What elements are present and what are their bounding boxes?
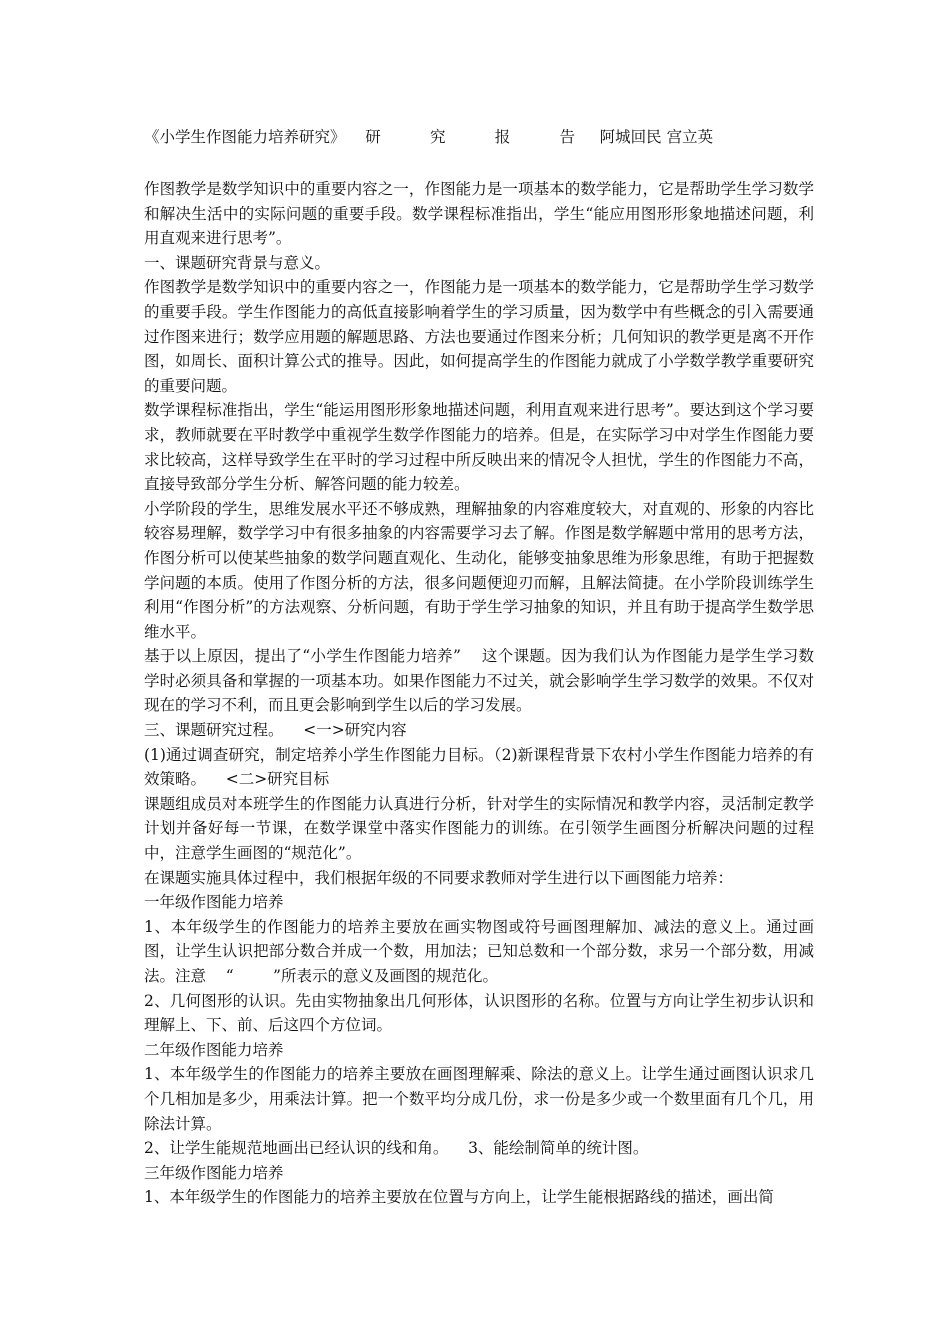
paragraph-grade-two-item-1: 1、本年级学生的作图能力的培养主要放在画图理解乘、除法的意义上。让学生通过画图认识求几个几相加是多少，用乘法计算。把一个数平均分成几份，求一份是多少或一个数里面有几个几，用除法计算。	[144, 1065, 814, 1133]
paragraph-intro: 作图教学是数学知识中的重要内容之一，作图能力是一项基本的数学能力，它是帮助学生学习数学和解决生活中的实际问题的重要手段。数学课程标准指出，学生“能应用图形形象地描述问题，利用直观来进行思考”。	[144, 180, 814, 248]
subheading-grade-three: 三年级作图能力培养	[144, 1163, 284, 1182]
paragraph-grade-one-item-2: 2、几何图形的认识。先由实物抽象出几何形体，认识图形的名称。位置与方向让学生初步认识和理解上、下、前、后这四个方位词。	[144, 991, 814, 1035]
subheading-grade-two: 二年级作图能力培养	[144, 1040, 284, 1059]
section-heading-process: 三、课题研究过程。 <一>研究内容	[144, 721, 407, 740]
paragraph-research-goal: 课题组成员对本班学生的作图能力认真进行分析，针对学生的实际情况和教学内容，灵活制定教学计划并备好每一节课，在数学课堂中落实作图能力的训练。在引领学生画图分析解决问题的过程中，注意学生画图的“规范化”。	[144, 794, 814, 863]
paragraph-grade-two-item-2: 2、让学生能规范地画出已经认识的线和角。 3、能绘制简单的统计图。	[144, 1139, 649, 1158]
paragraph-background: 作图教学是数学知识中的重要内容之一，作图能力是一项基本的数学能力，它是帮助学生学习数学的重要手段。学生作图能力的高低直接影响着学生的学习质量，因为数学中有些概念的引入需要通过作图来进行；数学应用题的解题思路、方法也要通过作图来分析；几何知识的教学更是离不开作图，如周长、面积计算公式的推导。因此，如何提高学生的作图能力就成了小学数学教学重要研究的重要问题。	[144, 278, 814, 395]
paragraph-primary-stage: 小学阶段的学生，思维发展水平还不够成熟，理解抽象的内容难度较大，对直观的、形象的内容比较容易理解，数学学习中有很多抽象的内容需要学习去了解。作图是数学解题中常用的思考方法，作图分析可以使某些抽象的数学问题直观化、生动化，能够变抽象思维为形象思维，有助于把握数学问题的本质。使用了作图分析的方法，很多问题便迎刃而解，且解法简捷。在小学阶段训练学生利用“作图分析”的方法观察、分析问题，有助于学生学习抽象的知识，并且有助于提高学生数学思维水平。	[144, 499, 814, 641]
paragraph-implementation: 在课题实施具体过程中，我们根据年级的不同要求教师对学生进行以下画图能力培养：	[144, 868, 734, 887]
document-body	[144, 177, 814, 1210]
section-heading-background: 一、课题研究背景与意义。	[144, 253, 331, 272]
paragraph-research-content: (1)通过调查研究，制定培养小学生作图能力目标。（2)新课程背景下农村小学生作图能力培养的有效策略。 <二>研究目标	[144, 745, 814, 789]
paragraph-curriculum-standard: 数学课程标准指出，学生“能运用图形形象地描述问题，利用直观来进行思考”。要达到这个学习要求，教师就要在平时教学中重视学生数学作图能力的培养。但是，在实际学习中对学生作图能力要求比较高，这样导致学生在平时的学习过程中所反映出来的情况令人担忧，学生的作图能力不高，直接导致部分学生分析、解答问题的能力较差。	[144, 401, 814, 494]
paragraph-grade-three-item-1: 1、本年级学生的作图能力的培养主要放在位置与方向上，让学生能根据路线的描述，画出简	[144, 1188, 774, 1207]
paragraph-reason: 基于以上原因，提出了“小学生作图能力培养” 这个课题。因为我们认为作图能力是学生学习数学时必须具备和掌握的一项基本功。如果作图能力不过关，就会影响学生学习数学的效果。不仅对现在的学习不利，而且更会影响到学生以后的学习发展。	[144, 647, 814, 715]
subheading-grade-one: 一年级作图能力培养	[144, 893, 284, 912]
paragraph-grade-one-item-1: 1、本年级学生的作图能力的培养主要放在画实物图或符号画图理解加、减法的意义上。通过画图，让学生认识把部分数合并成一个数，用加法；已知总数和一个部分数，求另一个部分数，用减法。注意 “ ”所表示的意义及画图的规范化。	[144, 917, 814, 985]
document-title: 《小学生作图能力培养研究》 研 究 报 告 阿城回民 宫立英	[144, 128, 714, 146]
